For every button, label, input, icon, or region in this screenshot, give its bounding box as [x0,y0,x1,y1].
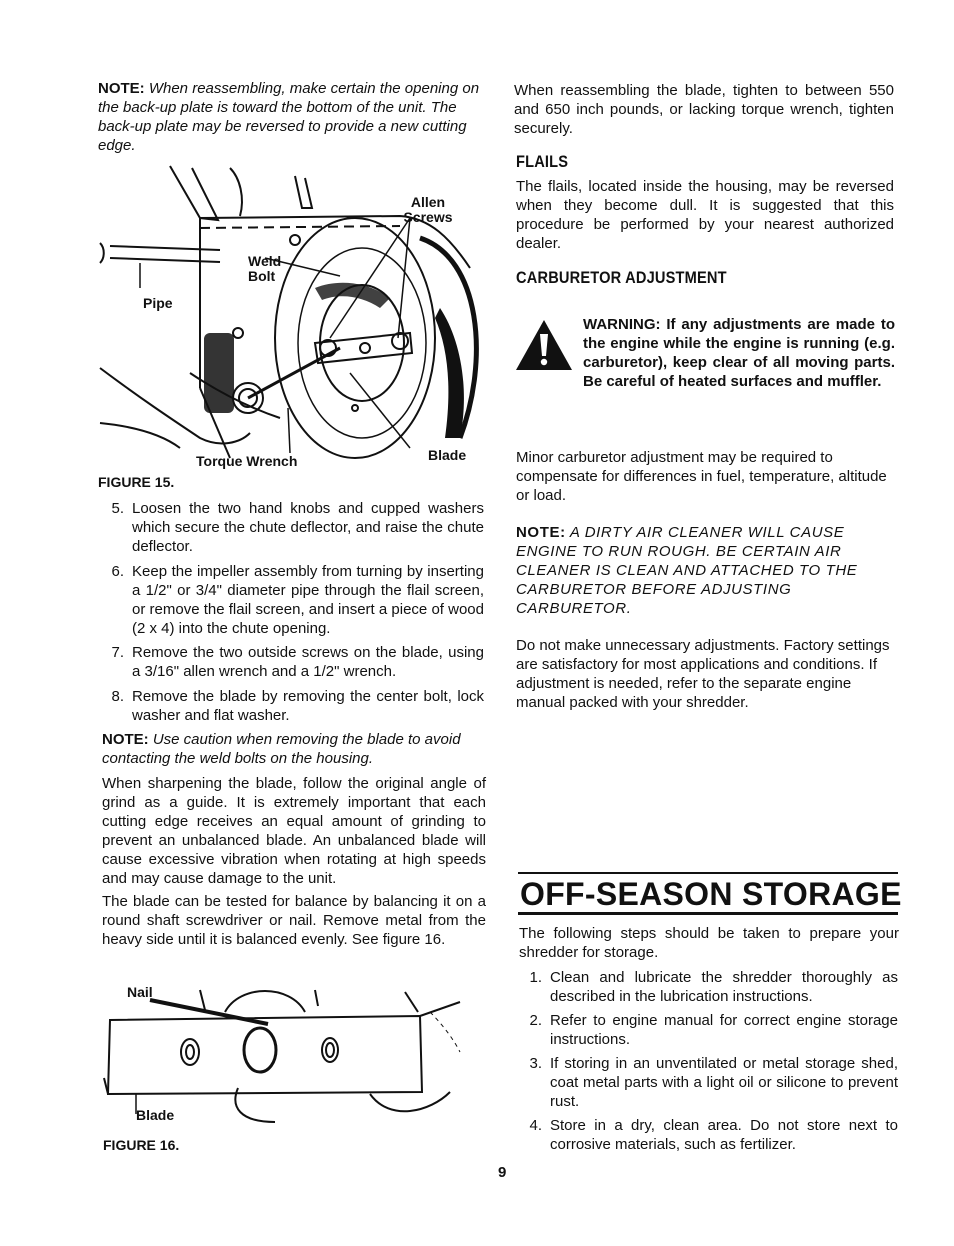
note-text: When reassembling, make certain the opening on the back-up plate is toward the bottom of the unit. The back-up plate may be reversed to provide a new cutting edge. [98,80,480,154]
callout-allen-screws [398,195,458,225]
storage-intro: The following steps should be taken to prepare your shredder for storage. [519,925,899,961]
step-text: Keep the impeller assembly from turning by inserting a 1/2" or 3/4" diameter pipe through the flail screen, or remove the flail screen, and insert a piece of wood (2 x 4) into the chute opening. [132,563,484,637]
callout-blade-text: Blade [428,447,467,463]
step-text: Loosen the two hand knobs and cupped washers which secure the chute deflector, and raise the chute deflector. [132,500,484,555]
step-num: 6. [111,563,124,580]
step-text: Refer to engine manual for correct engine storage instructions. [550,1012,898,1048]
note-reassembling [98,79,484,155]
note-label: NOTE: [516,524,566,541]
callout-weld-bolt-text: Weld Bolt [248,253,282,284]
step-text: If storing in an unventilated or metal storage shed, coat metal parts with a light oil or silicone to prevent rust. [550,1055,898,1110]
carburetor-para1: Minor carburetor adjustment may be required to compensate for differences in fuel, temperature, altitude or load. [516,449,887,504]
flails-heading: FLAILS [516,152,569,171]
step-num: 7. [111,644,124,661]
step-num: 3. [529,1055,542,1072]
callout-allen-screws-text: Allen Screws [403,194,453,225]
callout-blade [428,448,466,463]
step-num: 4. [529,1117,542,1134]
callout-blade-fig16-text: Blade [136,1107,175,1123]
callout-weld-bolt [248,254,286,284]
warning-text: WARNING: If any adjustments are made to the engine while the engine is running (e.g. carburetor), keep clear of all moving parts. Be careful of heated surfaces and muffler. [583,316,895,390]
flails-text: The flails, located inside the housing, may be reversed when they become dull. It is suggested that this procedure be performed by your nearest authorized dealer. [516,178,894,252]
page-number: 9 [498,1164,507,1181]
figure-16-caption: FIGURE 16. [103,1137,180,1153]
storage-bottom-rule [518,912,898,915]
step-text: Remove the blade by removing the center bolt, lock washer and flat washer. [132,688,484,724]
step-text: Clean and lubricate the shredder thoroughly as described in the lubrication instructions. [550,969,898,1005]
step-num: 5. [111,500,124,517]
note-text: A DIRTY AIR CLEANER WILL CAUSE ENGINE TO RUN ROUGH. BE CERTAIN AIR CLEANER IS CLEAN AND ATTACHED TO THE CARBURETOR BEFORE ADJUSTING CARBURETOR. [516,524,858,617]
note-text: Use caution when removing the blade to avoid contacting the weld bolts on the housing. [102,731,461,767]
callout-torque-wrench-text: Torque Wrench [196,453,298,469]
callout-nail [127,985,153,1000]
callout-nail-text: Nail [127,984,153,1000]
carburetor-note [516,523,898,618]
para-sharpening: When sharpening the blade, follow the original angle of grind as a guide. It is extremely important that each cutting edge receives an equal amount of grinding to prevent an unbalanced blade. An unbalanced blade will cause excessive vibration when rotating at high speeds and may cause damage to the unit. [102,775,486,887]
storage-top-rule [518,872,898,874]
warning-triangle-icon [514,318,574,372]
step-text: Store in a dry, clean area. Do not store next to corrosive materials, such as fertilizer. [550,1117,898,1153]
step-6 [98,562,484,638]
note-caution [102,730,486,768]
step-num: 8. [111,688,124,705]
step-num: 2. [529,1012,542,1029]
figure-15-caption: FIGURE 15. [98,474,175,490]
storage-step-1 [516,968,898,1006]
callout-torque-wrench [196,454,297,469]
para-torque: When reassembling the blade, tighten to between 550 and 650 inch pounds, or lacking torque wrench, tighten securely. [514,82,894,137]
storage-step-3 [516,1054,898,1111]
note-label: NOTE: [98,80,145,97]
step-num: 1. [529,969,542,986]
step-5 [98,499,484,556]
step-7 [98,643,484,681]
storage-step-2 [516,1011,898,1049]
carburetor-para2: Do not make unnecessary adjustments. Factory settings are satisfactory for most applications and conditions. If adjustment is needed, refer to the separate engine manual packed with your shredder. [516,637,890,711]
callout-blade-fig16 [136,1108,174,1123]
carburetor-heading: CARBURETOR ADJUSTMENT [516,268,727,287]
para-balance: The blade can be tested for balance by balancing it on a round shaft screwdriver or nail. Remove metal from the heavy side until it is balanced evenly. See figure 16. [102,893,486,948]
storage-title: OFF-SEASON STORAGE [520,876,902,912]
step-text: Remove the two outside screws on the blade, using a 3/16" allen wrench and a 1/2" wrench. [132,644,484,680]
storage-step-4 [516,1116,898,1154]
callout-pipe [143,296,173,311]
callout-pipe-text: Pipe [143,295,173,311]
note-label: NOTE: [102,731,149,748]
step-8 [98,687,484,725]
